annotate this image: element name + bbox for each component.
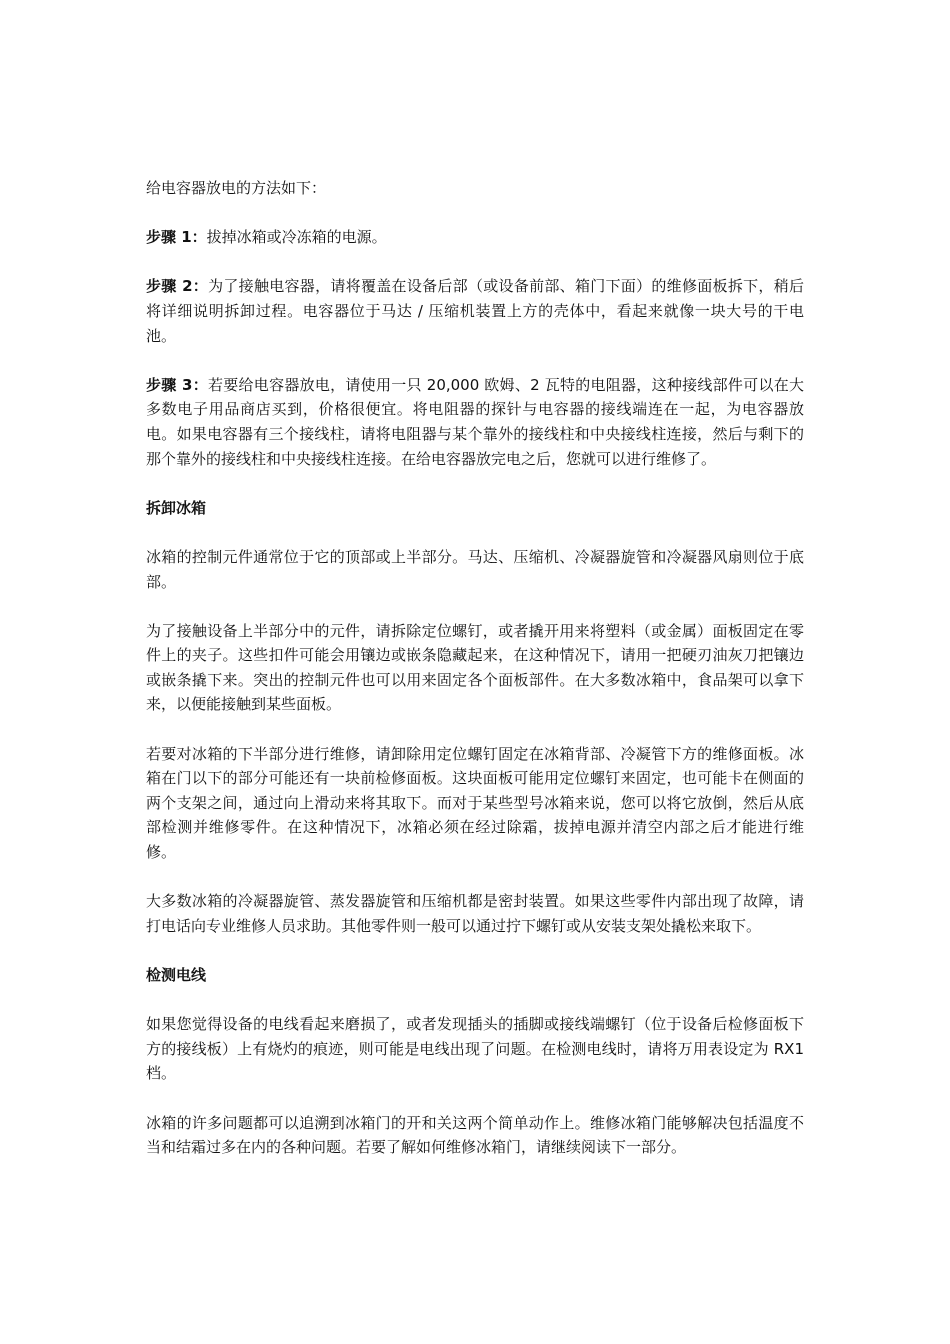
section-heading-cord: 检测电线	[146, 966, 207, 984]
step-3-label: 步骤 3：	[146, 375, 208, 394]
step-1-text: 拔掉冰箱或冷冻箱的电源。	[206, 228, 387, 247]
step-3-paragraph	[146, 373, 804, 471]
step-2-label: 步骤 2：	[146, 277, 209, 296]
disassembly-paragraph-3: 若要对冰箱的下半部分进行维修，请卸除用定位螺钉固定在冰箱背部、冷凝管下方的维修面板。冰箱在门以下的部分可能还有一块前检修面板。这块面板可能用定位螺钉来固定，也可能卡在侧面的两个支架之间，通过向上滑动来将其取下。而对于某些型号冰箱来说，您可以将它放倒，然后从底部检测并维修零件。在这种情况下，冰箱必须在经过除霜，拔掉电源并清空内部之后才能进行维修。	[146, 744, 804, 862]
cord-paragraph-2: 冰箱的许多问题都可以追溯到冰箱门的开和关这两个简单动作上。维修冰箱门能够解决包括温度不当和结霜过多在内的各种问题。若要了解如何维修冰箱门，请继续阅读下一部分。	[146, 1113, 804, 1157]
step-3-text: 若要给电容器放电，请使用一只 20,000 欧姆、2 瓦特的电阻器，这种接线部件可以在大多数电子用品商店买到，价格很便宜。将电阻器的探针与电容器的接线端连在一起，为电容器放电。如果电容器有三个接线柱，请将电阻器与某个靠外的接线柱和中央接线柱连接，然后与剩下的那个靠外的接线柱和中央接线柱连接。在给电容器放完电之后，您就可以进行维修了。	[146, 375, 804, 468]
disassembly-paragraph-1: 冰箱的控制元件通常位于它的顶部或上半部分。马达、压缩机、冷凝器旋管和冷凝器风扇则位于底部。	[146, 547, 804, 591]
disassembly-paragraph-4: 大多数冰箱的冷凝器旋管、蒸发器旋管和压缩机都是密封装置。如果这些零件内部出现了故障，请打电话向专业维修人员求助。其他零件则一般可以通过拧下螺钉或从安装支架处撬松来取下。	[146, 892, 804, 935]
cord-paragraph-1: 如果您觉得设备的电线看起来磨损了，或者发现插头的插脚或接线端螺钉（位于设备后检修面板下方的接线板）上有烧灼的痕迹，则可能是电线出现了问题。在检测电线时，请将万用表设定为 RX1 档。	[146, 1015, 804, 1083]
step-2-paragraph	[146, 274, 804, 348]
step-1-label: 步骤 1：	[146, 228, 207, 247]
section-heading-disassembly: 拆卸冰箱	[146, 498, 207, 517]
step-1-paragraph	[146, 225, 804, 250]
document-body	[146, 176, 804, 1184]
disassembly-paragraph-2: 为了接触设备上半部分中的元件，请拆除定位螺钉，或者撬开用来将塑料（或金属）面板固定在零件上的夹子。这些扣件可能会用镶边或嵌条隐藏起来，在这种情况下，请用一把硬刃油灰刀把镶边或嵌条撬下来。突出的控制元件也可以用来固定各个面板部件。在大多数冰箱中，食品架可以拿下来，以便能接触到某些面板。	[146, 621, 804, 714]
intro-paragraph: 给电容器放电的方法如下：	[146, 179, 327, 197]
step-2-text: 为了接触电容器，请将覆盖在设备后部（或设备前部、箱门下面）的维修面板拆下，稍后将详细说明拆卸过程。电容器位于马达 / 压缩机装置上方的壳体中，看起来就像一块大号的干电池。	[146, 277, 804, 345]
